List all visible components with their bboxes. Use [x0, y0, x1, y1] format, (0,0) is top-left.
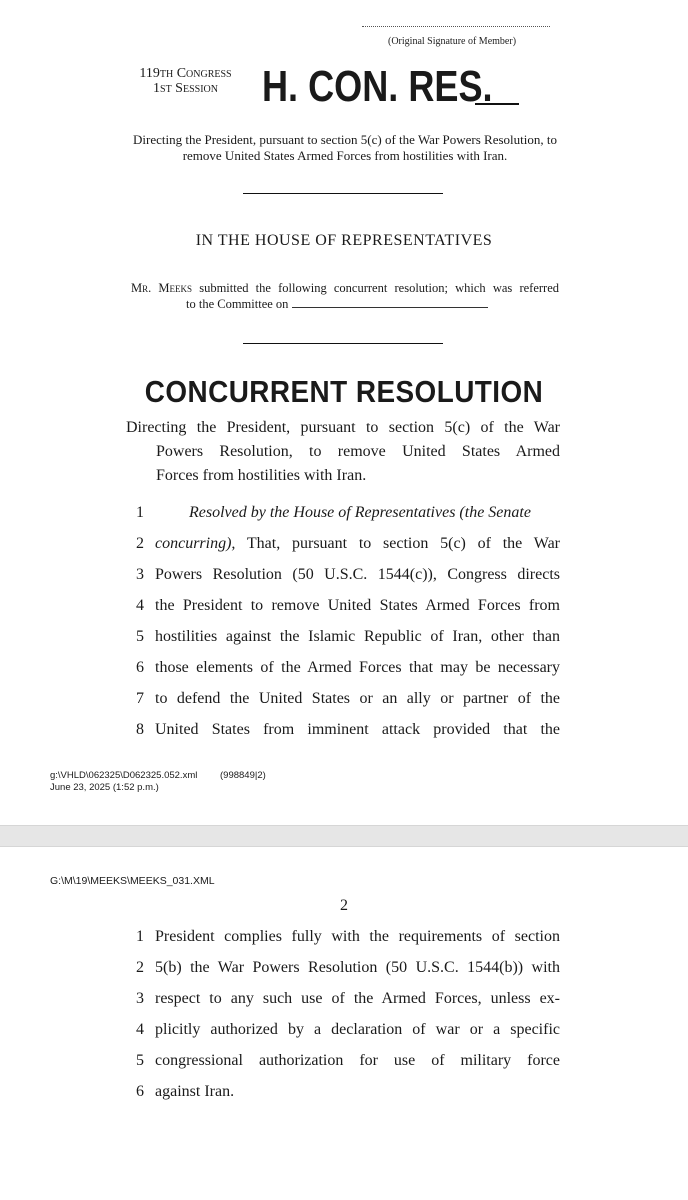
numbered-line [124, 596, 560, 616]
title-line: Directing the President, pursuant to section 5(c) of the War [126, 419, 560, 436]
numbered-line [124, 1082, 560, 1102]
line-number: 2 [136, 535, 144, 552]
numbered-line [124, 989, 560, 1009]
numbered-line [124, 534, 560, 554]
footer-date: June 23, 2025 (1:52 p.m.) [50, 782, 159, 793]
footer-doc-code: (998849|2) [220, 770, 266, 781]
line-text: Powers Resolution (50 U.S.C. 1544(c)), Congress directs [155, 566, 560, 583]
resolution-title [126, 416, 560, 488]
footer-file-path: g:\VHLD\062325\D062325.052.xml [50, 770, 198, 781]
line-text: Resolved by the House of Representatives (the Senate [189, 504, 531, 521]
congress-session [128, 66, 243, 96]
congress-number: 119th Congress [139, 66, 232, 81]
line-text: President complies fully with the requirements of section [155, 928, 560, 945]
line-text: congressional authorization for use of military force [155, 1052, 560, 1069]
line-text: those elements of the Armed Forces that may be necessary [155, 659, 560, 676]
numbered-line [124, 627, 560, 647]
numbered-line [124, 658, 560, 678]
line-italic-text: concurring), [155, 535, 236, 552]
line-text: to defend the United States or an ally or partner of the [155, 690, 560, 707]
page-header: G:\M\19\MEEKS\MEEKS_031.XML [50, 875, 215, 887]
committee-blank [292, 297, 488, 308]
line-number: 1 [136, 504, 144, 521]
numbered-line [124, 503, 560, 523]
page-number: 2 [340, 897, 348, 914]
line-number: 6 [136, 659, 144, 676]
line-number: 6 [136, 1083, 144, 1100]
numbered-line [124, 1051, 560, 1071]
line-number: 5 [136, 628, 144, 645]
divider-rule [243, 343, 443, 344]
divider-rule [243, 193, 443, 194]
line-text: against Iran. [155, 1083, 235, 1100]
page-break [0, 825, 688, 847]
line-number: 4 [136, 597, 144, 614]
numbered-line [124, 565, 560, 585]
line-number: 8 [136, 721, 144, 738]
title-line: Powers Resolution, to remove United States Armed [156, 443, 560, 460]
numbered-line [124, 958, 560, 978]
line-text-rest: That, pursuant to section 5(c) of the War [246, 535, 560, 552]
line-text: United States from imminent attack provided that the [155, 721, 560, 738]
session-number: 1st Session [153, 81, 218, 96]
concurrent-resolution-heading: CONCURRENT RESOLUTION [144, 374, 544, 409]
numbered-line [124, 689, 560, 709]
submission-statement [131, 280, 559, 312]
line-number: 2 [136, 959, 144, 976]
line-text: plicitly authorized by a declaration of war or a specific [155, 1021, 560, 1038]
bill-number-blank [475, 103, 519, 105]
numbered-line [124, 720, 560, 740]
numbered-line [124, 1020, 560, 1040]
title-line: Forces from hostilities with Iran. [156, 467, 367, 484]
line-text: hostilities against the Islamic Republic of Iran, other than [155, 628, 560, 645]
house-heading: IN THE HOUSE OF REPRESENTATIVES [195, 232, 493, 249]
bill-type-heading: H. CON. RES. [262, 62, 493, 111]
signature-line [362, 26, 550, 27]
numbered-line [124, 927, 560, 947]
resolution-summary: Directing the President, pursuant to section 5(c) of the War Powers Resolution, to remove United States Armed Forces from hostilities with Iran. [132, 132, 558, 163]
line-number: 7 [136, 690, 144, 707]
line-text: respect to any such use of the Armed Forces, unless ex- [155, 990, 560, 1007]
signature-caption: (Original Signature of Member) [388, 36, 517, 47]
sponsor-name: Mr. Meeks [131, 281, 193, 295]
line-number: 3 [136, 990, 144, 1007]
line-number: 1 [136, 928, 144, 945]
line-text: 5(b) the War Powers Resolution (50 U.S.C. 1544(b)) with [155, 959, 560, 976]
line-text [155, 534, 560, 554]
line-number: 4 [136, 1021, 144, 1038]
line-number: 5 [136, 1052, 144, 1069]
line-number: 3 [136, 566, 144, 583]
submission-text: submitted the following concurrent resolution; which was referred [199, 281, 559, 295]
committee-text: to the Committee on [186, 297, 289, 311]
line-text: the President to remove United States Armed Forces from [155, 597, 560, 614]
page-footer [50, 770, 266, 794]
